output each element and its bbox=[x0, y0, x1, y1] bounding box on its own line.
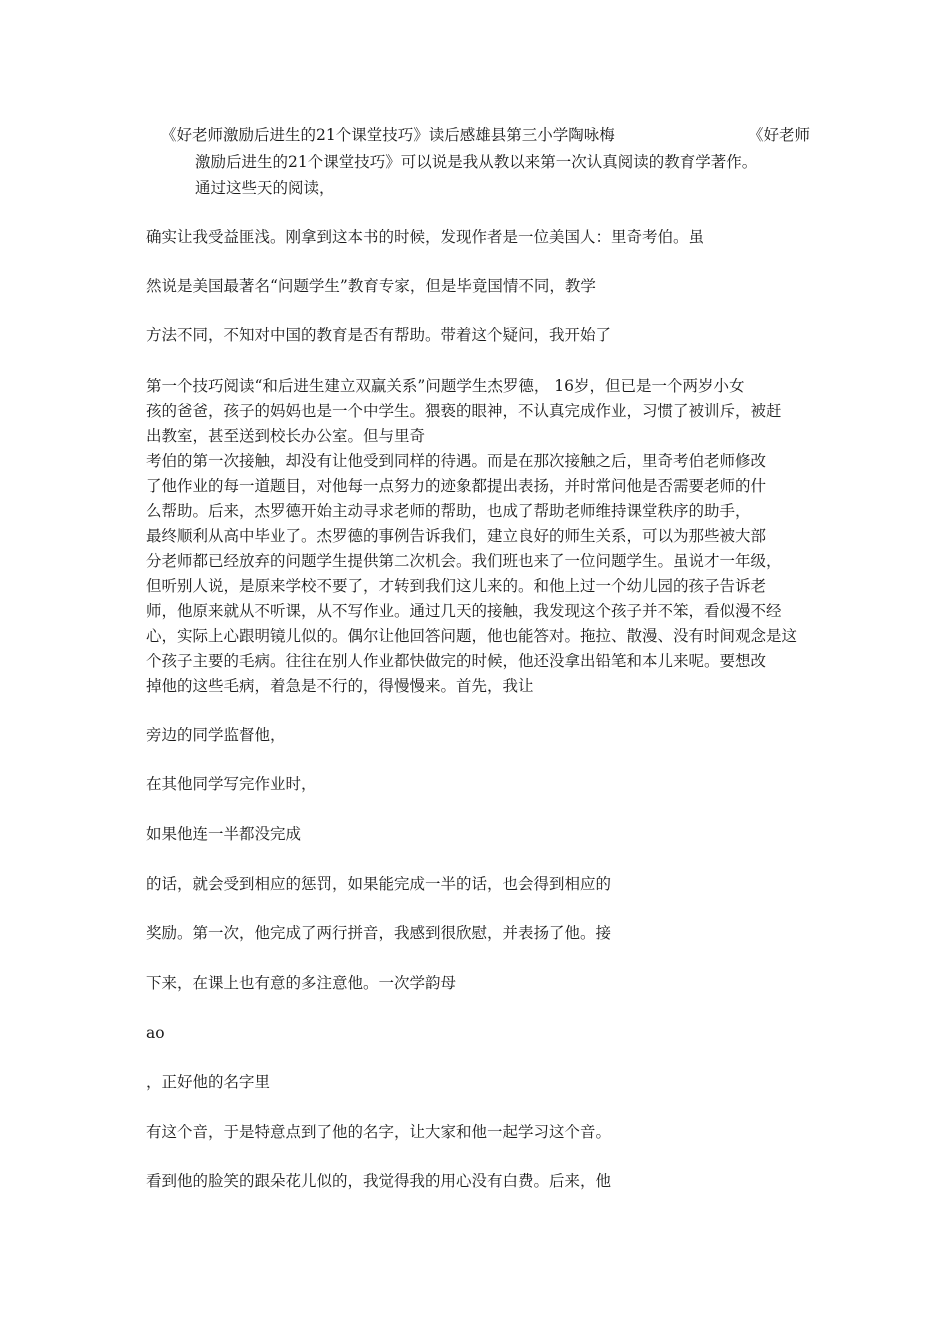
paragraph-line: 旁边的同学监督他， bbox=[146, 726, 286, 744]
title-tail-text: 《好老师 bbox=[748, 126, 811, 144]
intro-line: 通过这些天的阅读， bbox=[195, 179, 335, 197]
paragraph-line: 在其他同学写完作业时， bbox=[146, 775, 317, 793]
paragraph-line: ao bbox=[146, 1024, 165, 1042]
paragraph-line: 第一个技巧阅读“和后进生建立双赢关系”问题学生杰罗德， 16岁，但已是一个两岁小女 bbox=[146, 377, 745, 395]
paragraph-line: 出教室，甚至送到校长办公室。但与里奇 bbox=[146, 427, 426, 445]
paragraph-line: 么帮助。后来，杰罗德开始主动寻求老师的帮助，也成了帮助老师维持课堂秩序的助手， bbox=[146, 502, 751, 520]
paragraph-line: ，正好他的名字里 bbox=[146, 1073, 271, 1091]
paragraph-line: 下来，在课上也有意的多注意他。一次学韵母 bbox=[146, 974, 457, 992]
paragraph-line: 掉他的这些毛病，着急是不行的，得慢慢来。首先，我让 bbox=[146, 677, 534, 695]
paragraph-line: 有这个音，于是特意点到了他的名字，让大家和他一起学习这个音。 bbox=[146, 1123, 612, 1141]
paragraph-line: 考伯的第一次接触，却没有让他受到同样的待遇。而是在那次接触之后，里奇考伯老师修改 bbox=[146, 452, 767, 470]
paragraph-line: 个孩子主要的毛病。往往在别人作业都快做完的时候，他还没拿出铅笔和本儿来呢。要想改 bbox=[146, 652, 767, 670]
paragraph-line: 但听别人说，是原来学校不要了，才转到我们这儿来的。和他上过一个幼儿园的孩子告诉老 bbox=[146, 577, 767, 595]
paragraph-line: 的话，就会受到相应的惩罚，如果能完成一半的话，也会得到相应的 bbox=[146, 875, 612, 893]
paragraph-line: 看到他的脸笑的跟朵花儿似的，我觉得我的用心没有白费。后来，他 bbox=[146, 1172, 612, 1190]
paragraph-line: 然说是美国最著名“问题学生”教育专家，但是毕竟国情不同，教学 bbox=[146, 277, 596, 295]
paragraph-line: 确实让我受益匪浅。刚拿到这本书的时候，发现作者是一位美国人：里奇考伯。虽 bbox=[146, 228, 705, 246]
paragraph-line: 师，他原来就从不听课，从不写作业。通过几天的接触，我发现这个孩子并不笨，看似漫不经 bbox=[146, 602, 782, 620]
paragraph-line: 如果他连一半都没完成 bbox=[146, 825, 302, 843]
paragraph-line: 方法不同，不知对中国的教育是否有帮助。带着这个疑问，我开始了 bbox=[146, 326, 612, 344]
paragraph-line: 心，实际上心跟明镜儿似的。偶尔让他回答问题，他也能答对。拖拉、散漫、没有时间观念是这 bbox=[146, 627, 798, 645]
paragraph-line: 孩的爸爸，孩子的妈妈也是一个中学生。猥亵的眼神，不认真完成作业，习惯了被训斥，被赶 bbox=[146, 402, 782, 420]
document-title: 《好老师激励后进生的21个课堂技巧》读后感雄县第三小学陶咏梅 bbox=[161, 126, 615, 144]
paragraph-line: 最终顺利从高中毕业了。杰罗德的事例告诉我们，建立良好的师生关系，可以为那些被大部 bbox=[146, 527, 767, 545]
intro-line: 激励后进生的21个课堂技巧》可以说是我从教以来第一次认真阅读的教育学著作。 bbox=[195, 153, 758, 171]
paragraph-line: 了他作业的每一道题目，对他每一点努力的迹象都提出表扬，并时常问他是否需要老师的什 bbox=[146, 477, 767, 495]
paragraph-line: 奖励。第一次，他完成了两行拼音，我感到很欣慰，并表扬了他。接 bbox=[146, 924, 612, 942]
paragraph-line: 分老师都已经放弃的问题学生提供第二次机会。我们班也来了一位问题学生。虽说才一年级， bbox=[146, 552, 782, 570]
